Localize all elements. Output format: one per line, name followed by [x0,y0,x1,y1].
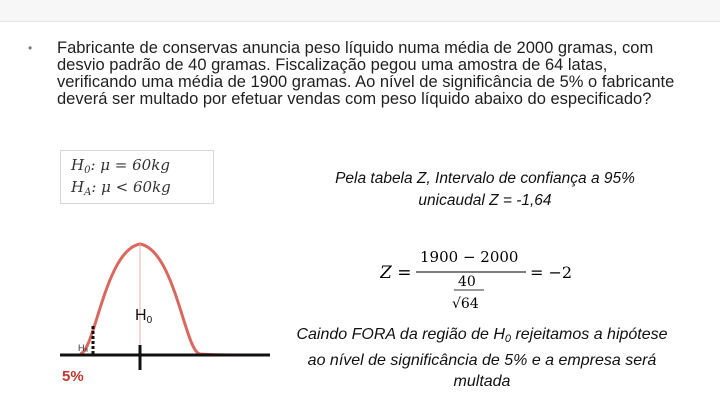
tail-percent-label: 5% [62,368,84,385]
h0-letter: H [71,156,85,174]
formula-lhs: Z = [380,263,412,283]
alternative-hypothesis [71,178,171,198]
bell-curve [80,244,245,355]
ha-region-label: Hₐ [78,343,88,353]
conclusion-line1-a: Caindo FORA da região de H [296,326,505,343]
normal-distribution-graph [60,230,270,375]
formula-numerator: 1900 − 2000 [420,248,519,266]
formula-inner-numerator: 40 [458,274,476,290]
formula-inner-denominator: √64 [452,296,479,312]
null-hypothesis [71,156,170,176]
ha-statement: : μ < 60kg [91,178,171,196]
h0-subscript: 0 [84,165,91,176]
slide-top-bar [0,0,720,22]
top-bar-divider [0,21,720,22]
problem-text: Fabricante de conservas anuncia peso líquido numa média de 2000 gramas, com desvio padrão de 40 gramas. Fiscalização pegou uma amostra de 64 latas, verificando uma média de 1900 gramas. Ao nível de significância de 5% o fabricante deverá ser multado por efetuar vendas com peso líquido abaixo do especificado? [57,39,675,108]
z-score-formula [380,244,575,314]
h0-region-subscript: 0 [146,315,153,326]
hypotheses-box [60,150,214,204]
z-table-note-line1: Pela tabela Z, Intervalo de confiança a 95% [335,170,635,187]
h0-statement: : μ = 60kg [90,156,170,174]
z-table-note-line2: unicaudal Z = -1,64 [418,192,552,209]
bullet-icon: • [28,41,33,55]
h0-region-letter: H [135,307,147,324]
ha-subscript: A [84,187,92,198]
conclusion-line1-sub: 0 [504,333,511,345]
conclusion-text [262,324,702,392]
ha-letter: H [71,178,85,196]
conclusion-line1-b: rejeitamos a hipótese [511,326,668,343]
h0-region-label [135,307,152,326]
conclusion-line3: multada [453,373,511,390]
formula-result: = −2 [530,263,573,282]
conclusion-line2: ao nível de significância de 5% e a empresa será [307,352,657,369]
